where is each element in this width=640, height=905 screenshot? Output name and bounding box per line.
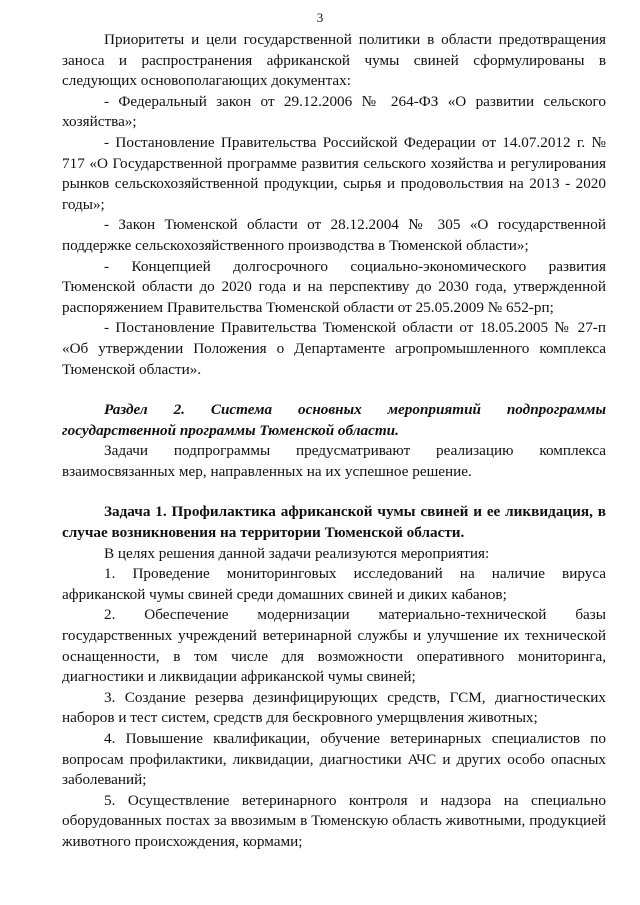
section-2-heading-line-2: государственной программы Тюменской области. (62, 421, 399, 439)
document-item: - Постановление Правительства Тюменской области от 18.05.2005 № 27-п «Об утверждении Положения о Департаменте агропромышленного комплекса Тюменской области». (62, 319, 606, 378)
task-item: 4. Повышение квалификации, обучение ветеринарных специалистов по вопросам профилактики, ликвидации, диагностики АЧС и других особо опасных заболеваний; (62, 730, 606, 789)
document-item: - Концепцией долгосрочного социально-экономического развития Тюменской области до 2020 года и на перспективу до 2030 года, утвержденной распоряжением Правительства Тюменской области от 25.05.2009 № 652-рп; (62, 257, 606, 316)
task-item: 3. Создание резерва дезинфицирующих средств, ГСМ, диагностических наборов и тест систем, средств для бескровного умерщвления животных; (62, 688, 606, 727)
document-item: - Федеральный закон от 29.12.2006 № 264-ФЗ «О развитии сельского хозяйства»; (62, 92, 606, 131)
task-item: 5. Осуществление ветеринарного контроля и надзора на специально оборудованных постах за ввозимым в Тюменскую область животными, продукцией животного происхождения, кормами; (62, 791, 606, 850)
task-item: 1. Проведение мониторинговых исследований на наличие вируса африканской чумы свиней среди домашних свиней и диких кабанов; (62, 565, 606, 603)
document-item: - Закон Тюменской области от 28.12.2004 № 305 «О государственной поддержке сельскохозяйственного производства в Тюменской области»; (62, 216, 606, 254)
intro-paragraph: Приоритеты и цели государственной политики в области предотвращения заноса и распространения африканской чумы свиней сформулированы в следующих основополагающих документах: (62, 31, 606, 90)
section-2-heading (62, 400, 606, 441)
section-2-paragraph: Задачи подпрограммы предусматривают реализацию комплекса взаимосвязанных мер, направленных на их успешное решение. (62, 442, 606, 480)
task-1-heading: Задача 1. Профилактика африканской чумы свиней и ее ликвидация, в случае возникновения на территории Тюменской области. (62, 503, 606, 542)
task-item: 2. Обеспечение модернизации материально-технической базы государственных учреждений ветеринарной службы и улучшение их технической оснащенности, в том числе для возможности оперативного мониторинга, диагностики и ликвидации африканской чумы свиней; (62, 606, 606, 686)
section-2-heading-line-1: Раздел 2. Система основных мероприятий подпрограммы (104, 401, 606, 419)
page-content (62, 30, 606, 853)
document-item: - Постановление Правительства Российской Федерации от 14.07.2012 г. № 717 «О Государственной программе развития сельского хозяйства и регулирования рынков сельскохозяйственной продукции, сырья и продовольствия на 2013 - 2020 годы»; (62, 133, 606, 213)
task-1-lead: В целях решения данной задачи реализуются мероприятия: (104, 544, 490, 562)
page-number: 3 (316, 10, 324, 25)
